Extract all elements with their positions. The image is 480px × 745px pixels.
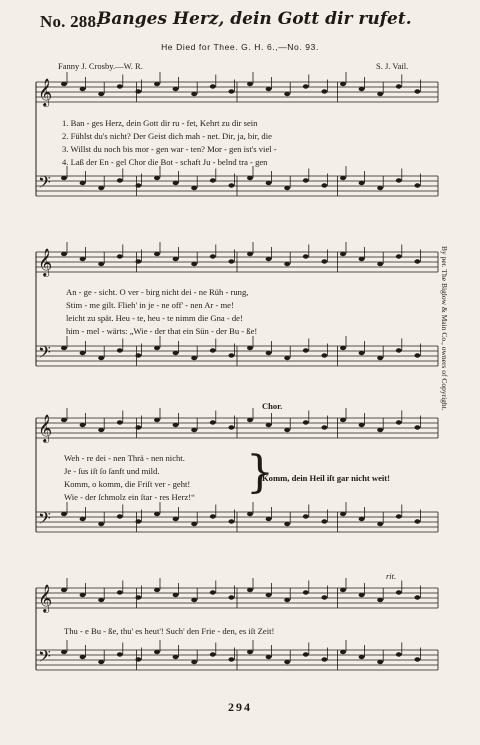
bass-staff-1-note (228, 183, 234, 187)
treble-staff-4-note (321, 595, 327, 599)
treble-staff-2-note (210, 254, 216, 258)
bass-staff-3-note (266, 517, 272, 521)
bass-staff-4-note (154, 650, 160, 654)
lyric-line-s1-v4: 4. Laß der En - gel Chor die Bot - schaft Ju - belnd tra - gen (62, 157, 268, 167)
treble-staff-1-note (340, 82, 346, 86)
treble-staff-3-note (414, 425, 420, 429)
treble-staff-2-note (247, 252, 253, 256)
treble-staff-2-note (359, 257, 365, 261)
bass-staff-2-note (210, 348, 216, 352)
bass-staff-2-note (284, 356, 290, 360)
bass-staff-2-note (191, 356, 197, 360)
bass-staff-4-note (173, 655, 179, 659)
treble-staff-2-note (228, 259, 234, 263)
bass-staff-3-note (191, 522, 197, 526)
treble-staff-4-note (340, 588, 346, 592)
page-number: 294 (228, 700, 252, 714)
treble-staff-4-note (247, 588, 253, 592)
bass-staff-2-note (266, 351, 272, 355)
bass-staff-3-note (414, 519, 420, 523)
bass-staff-4-note (98, 660, 104, 664)
bass-staff-2-note (61, 346, 67, 350)
treble-staff-4-note (303, 590, 309, 594)
bass-staff-2-note (247, 346, 253, 350)
bass-staff-3-note (80, 517, 86, 521)
bass-staff-4-note (191, 660, 197, 664)
treble-staff-4-note (191, 598, 197, 602)
bass-staff-4-note (303, 652, 309, 656)
lyric-line-s2-v2: Stim - me gilt. Flieh' in je - ne off' - nen Ar - me! (66, 300, 234, 310)
treble-staff-3-note (98, 428, 104, 432)
treble-staff-2-note (98, 262, 104, 266)
bass-staff-4-note (117, 652, 123, 656)
bass-staff-4-note (61, 650, 67, 654)
copyright-note: By per. The Biglow & Main Co., owners of Copyright. (440, 246, 449, 411)
treble-staff-3-note (303, 420, 309, 424)
treble-staff-1-note (228, 89, 234, 93)
treble-staff-2-note (191, 262, 197, 266)
treble-staff-1-note (414, 89, 420, 93)
bass-staff-3-note (396, 514, 402, 518)
bass-staff-3-note (340, 512, 346, 516)
treble-staff-2-note (117, 254, 123, 258)
bass-staff-1-note (98, 186, 104, 190)
bass-staff-2-note (117, 348, 123, 352)
bass-staff-3-note (377, 522, 383, 526)
bass-staff-1-note (340, 176, 346, 180)
bass-staff-2-note (359, 351, 365, 355)
treble-staff-3-note (117, 420, 123, 424)
treble-staff-4-note (228, 595, 234, 599)
treble-staff-2-note (135, 259, 141, 263)
lyric-line-s2-v3: leicht zu spät. Heu - te, heu - te nimm die Gna - de! (66, 313, 243, 323)
treble-clef-icon: 𝄞 (38, 584, 53, 612)
bass-staff-2-note (377, 356, 383, 360)
treble-staff-4-note (414, 595, 420, 599)
treble-staff-4-note (359, 593, 365, 597)
bass-staff-3-note (61, 512, 67, 516)
treble-staff-1-note (154, 82, 160, 86)
treble-staff-4-note (61, 588, 67, 592)
treble-staff-4-note (266, 593, 272, 597)
treble-clef-icon: 𝄞 (38, 248, 53, 276)
treble-staff-3-note (228, 425, 234, 429)
bass-staff-1-note (80, 181, 86, 185)
bass-staff-4-note (135, 657, 141, 661)
treble-staff-3-note (154, 418, 160, 422)
bass-staff-1-note (321, 183, 327, 187)
bass-staff-2-note (173, 351, 179, 355)
refrain-line: Komm, dein Heil iſt gar nicht weit! (262, 473, 391, 483)
treble-staff-4-note (284, 598, 290, 602)
bass-clef-icon: 𝄢 (38, 646, 51, 670)
treble-staff-2-note (340, 252, 346, 256)
treble-staff-2-note (173, 257, 179, 261)
treble-staff-2-note (266, 257, 272, 261)
bass-staff-4-note (228, 657, 234, 661)
bass-staff-3-note (173, 517, 179, 521)
bass-staff-3-note (303, 514, 309, 518)
treble-staff-3-note (396, 420, 402, 424)
bass-staff-4-note (80, 655, 86, 659)
composer-credit: S. J. Vail. (376, 61, 409, 71)
bass-staff-3-note (117, 514, 123, 518)
verse-brace: } (246, 447, 274, 498)
bass-staff-2-note (340, 346, 346, 350)
treble-staff-3-note (359, 423, 365, 427)
treble-staff-1-note (210, 84, 216, 88)
treble-staff-2-note (61, 252, 67, 256)
lyric-line-s3-v4: Wie - der ſchmolz ein ſtar - res Herz!“ (64, 492, 195, 502)
treble-staff-3-note (173, 423, 179, 427)
treble-staff-3-note (210, 420, 216, 424)
treble-staff-4-note (210, 590, 216, 594)
bass-staff-2-note (414, 353, 420, 357)
lyric-line-s1-v3: 3. Willst du noch bis mor - gen war - ten? Mor - gen ist's viel - (62, 144, 277, 154)
bass-staff-2-note (321, 353, 327, 357)
lyric-line-s2-v1: An - ge - sicht. O ver - birg nicht dei - ne Rüh - rung, (66, 287, 249, 297)
treble-staff-3-note (191, 428, 197, 432)
treble-staff-4-note (98, 598, 104, 602)
bass-staff-1-note (266, 181, 272, 185)
bass-staff-4-note (284, 660, 290, 664)
bass-staff-2-note (80, 351, 86, 355)
treble-staff-4-note (173, 593, 179, 597)
treble-staff-1-note (98, 92, 104, 96)
treble-staff-1-note (377, 92, 383, 96)
treble-staff-1-note (321, 89, 327, 93)
bass-staff-2-note (154, 346, 160, 350)
treble-staff-4-note (80, 593, 86, 597)
lyric-line-s3-v1: Weh - re dei - nen Thrä - nen nicht. (64, 453, 185, 463)
bass-staff-1-note (396, 178, 402, 182)
treble-staff-3-note (135, 425, 141, 429)
treble-staff-4-note (117, 590, 123, 594)
treble-staff-3-note (80, 423, 86, 427)
bass-staff-4-note (359, 655, 365, 659)
bass-staff-3-note (359, 517, 365, 521)
bass-staff-4-note (210, 652, 216, 656)
treble-staff-3-note (340, 418, 346, 422)
lyric-line-s2-v4: him - mel - wärts: „Wie - der that ein Sün - der Bu - ße! (66, 326, 258, 336)
treble-staff-1-note (191, 92, 197, 96)
treble-staff-4-note (396, 590, 402, 594)
bass-staff-4-note (321, 657, 327, 661)
hymn-title: Banges Herz, dein Gott dir rufet. (97, 9, 412, 29)
bass-staff-2-note (135, 353, 141, 357)
treble-staff-1-note (173, 87, 179, 91)
bass-staff-1-note (135, 183, 141, 187)
ritardando-marking: rit. (386, 571, 397, 581)
bass-staff-4-note (396, 652, 402, 656)
bass-staff-1-note (173, 181, 179, 185)
bass-staff-3-note (135, 519, 141, 523)
lyric-line-s1-v2: 2. Fühlst du's nicht? Der Geist dich mah - net. Dir, ja, bir, die (62, 131, 272, 141)
treble-staff-4-note (154, 588, 160, 592)
lyric-line-s4-v1: Thu - e Bu - ße, thu' es heut'! Such' den Frie - den, es iſt Zeit! (64, 626, 275, 636)
bass-clef-icon: 𝄢 (38, 172, 51, 196)
bass-staff-3-note (154, 512, 160, 516)
bass-staff-1-note (191, 186, 197, 190)
bass-clef-icon: 𝄢 (38, 342, 51, 366)
bass-staff-3-note (228, 519, 234, 523)
bass-staff-4-note (414, 657, 420, 661)
bass-staff-4-note (247, 650, 253, 654)
bass-staff-1-note (414, 183, 420, 187)
treble-staff-3-note (61, 418, 67, 422)
lyric-line-s1-v1: 1. Ban - ges Herz, dein Gott dir ru - fet, Kehrt zu dir sein (62, 118, 258, 128)
treble-staff-3-note (377, 428, 383, 432)
lyric-line-s3-v3: Komm, o komm, die Friſt ver - geht! (64, 479, 191, 489)
bass-staff-1-note (359, 181, 365, 185)
hymn-subtitle: He Died for Thee. G. H. 6.,—No. 93. (161, 42, 319, 52)
treble-staff-1-note (266, 87, 272, 91)
treble-staff-2-note (154, 252, 160, 256)
bass-staff-1-note (377, 186, 383, 190)
treble-staff-2-note (303, 254, 309, 258)
treble-staff-1-note (396, 84, 402, 88)
treble-staff-2-note (396, 254, 402, 258)
bass-clef-icon: 𝄢 (38, 508, 51, 532)
treble-staff-2-note (321, 259, 327, 263)
bass-staff-1-note (210, 178, 216, 182)
bass-staff-3-note (321, 519, 327, 523)
treble-staff-1-note (61, 82, 67, 86)
bass-staff-4-note (340, 650, 346, 654)
bass-staff-1-note (61, 176, 67, 180)
treble-staff-4-note (135, 595, 141, 599)
treble-clef-icon: 𝄞 (38, 78, 53, 106)
bass-staff-3-note (247, 512, 253, 516)
lyric-line-s3-v2: Je - ſus iſt ſo ſanft und mild. (64, 466, 160, 476)
treble-staff-2-note (80, 257, 86, 261)
treble-staff-1-note (359, 87, 365, 91)
bass-staff-2-note (228, 353, 234, 357)
author-credit: Fanny J. Crosby.—W. R. (58, 61, 143, 71)
treble-staff-3-note (266, 423, 272, 427)
treble-staff-4-note (377, 598, 383, 602)
bass-staff-1-note (303, 178, 309, 182)
treble-staff-3-note (284, 428, 290, 432)
bass-staff-1-note (247, 176, 253, 180)
bass-staff-3-note (210, 514, 216, 518)
hymn-number: No. 288. (40, 12, 101, 31)
bass-staff-3-note (98, 522, 104, 526)
treble-staff-2-note (414, 259, 420, 263)
treble-clef-icon: 𝄞 (38, 414, 53, 442)
treble-staff-3-note (247, 418, 253, 422)
bass-staff-4-note (377, 660, 383, 664)
treble-staff-2-note (284, 262, 290, 266)
bass-staff-3-note (284, 522, 290, 526)
treble-staff-1-note (247, 82, 253, 86)
treble-staff-3-note (321, 425, 327, 429)
bass-staff-1-note (154, 176, 160, 180)
bass-staff-1-note (117, 178, 123, 182)
chorus-marking: Chor. (262, 401, 283, 411)
treble-staff-1-note (284, 92, 290, 96)
treble-staff-1-note (303, 84, 309, 88)
bass-staff-2-note (98, 356, 104, 360)
bass-staff-1-note (284, 186, 290, 190)
treble-staff-2-note (377, 262, 383, 266)
bass-staff-4-note (266, 655, 272, 659)
treble-staff-1-note (135, 89, 141, 93)
treble-staff-1-note (117, 84, 123, 88)
treble-staff-1-note (80, 87, 86, 91)
bass-staff-2-note (303, 348, 309, 352)
bass-staff-2-note (396, 348, 402, 352)
